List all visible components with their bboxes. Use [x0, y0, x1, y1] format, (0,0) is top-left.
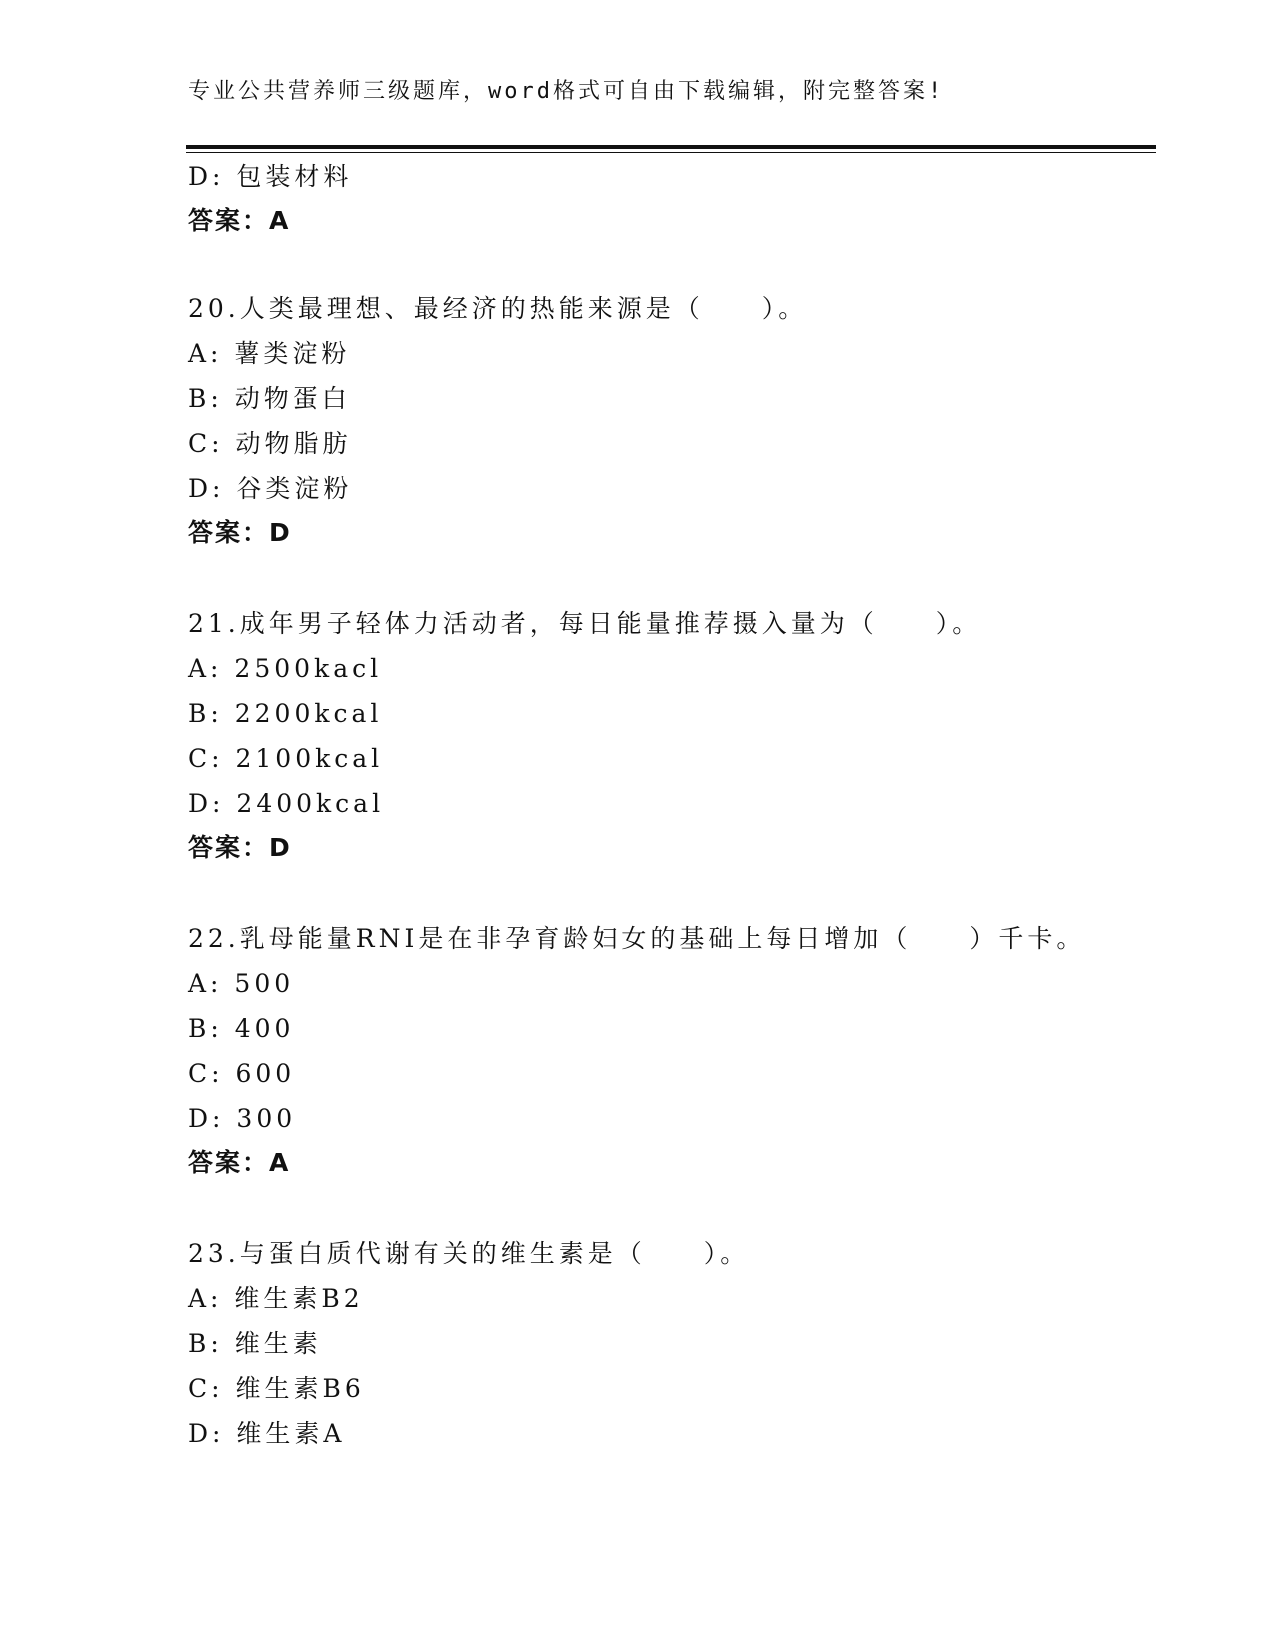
option-b: B: 400 — [188, 1014, 295, 1043]
page-header: 专业公共营养师三级题库，word格式可自由下载编辑，附完整答案! — [188, 79, 945, 104]
option-a: A: 薯类淀粉 — [188, 339, 351, 368]
option-d: D: 2400kcal — [188, 789, 385, 818]
option-d: D: 维生素A — [188, 1419, 346, 1448]
option-b: B: 维生素 — [188, 1329, 322, 1358]
option-d: D: 300 — [188, 1104, 297, 1133]
option-a: A: 维生素B2 — [188, 1284, 364, 1313]
question-stem: 23.与蛋白质代谢有关的维生素是（ ）。 — [188, 1239, 750, 1268]
option-c: C: 600 — [188, 1059, 296, 1088]
header-rule-thin — [186, 152, 1156, 153]
header-rule-thick — [186, 145, 1156, 149]
option-c: C: 2100kcal — [188, 744, 384, 773]
answer: 答案：A — [188, 206, 291, 235]
option-c: C: 维生素B6 — [188, 1374, 365, 1403]
option-b: B: 动物蛋白 — [188, 384, 351, 413]
question-stem: 21.成年男子轻体力活动者，每日能量推荐摄入量为（ ）。 — [188, 609, 982, 638]
answer: 答案：D — [188, 518, 292, 547]
answer: 答案：D — [188, 833, 292, 862]
option-a: A: 2500kacl — [188, 654, 383, 683]
question-stem: 20.人类最理想、最经济的热能来源是（ ）。 — [188, 294, 808, 323]
question-stem: 22.乳母能量RNI是在非孕育龄妇女的基础上每日增加（ ）千卡。 — [188, 924, 1086, 953]
option-a: A: 500 — [188, 969, 295, 998]
option-d: D: 包装材料 — [188, 162, 353, 191]
option-b: B: 2200kcal — [188, 699, 383, 728]
answer: 答案：A — [188, 1148, 291, 1177]
option-c: C: 动物脂肪 — [188, 429, 352, 458]
option-d: D: 谷类淀粉 — [188, 474, 353, 503]
